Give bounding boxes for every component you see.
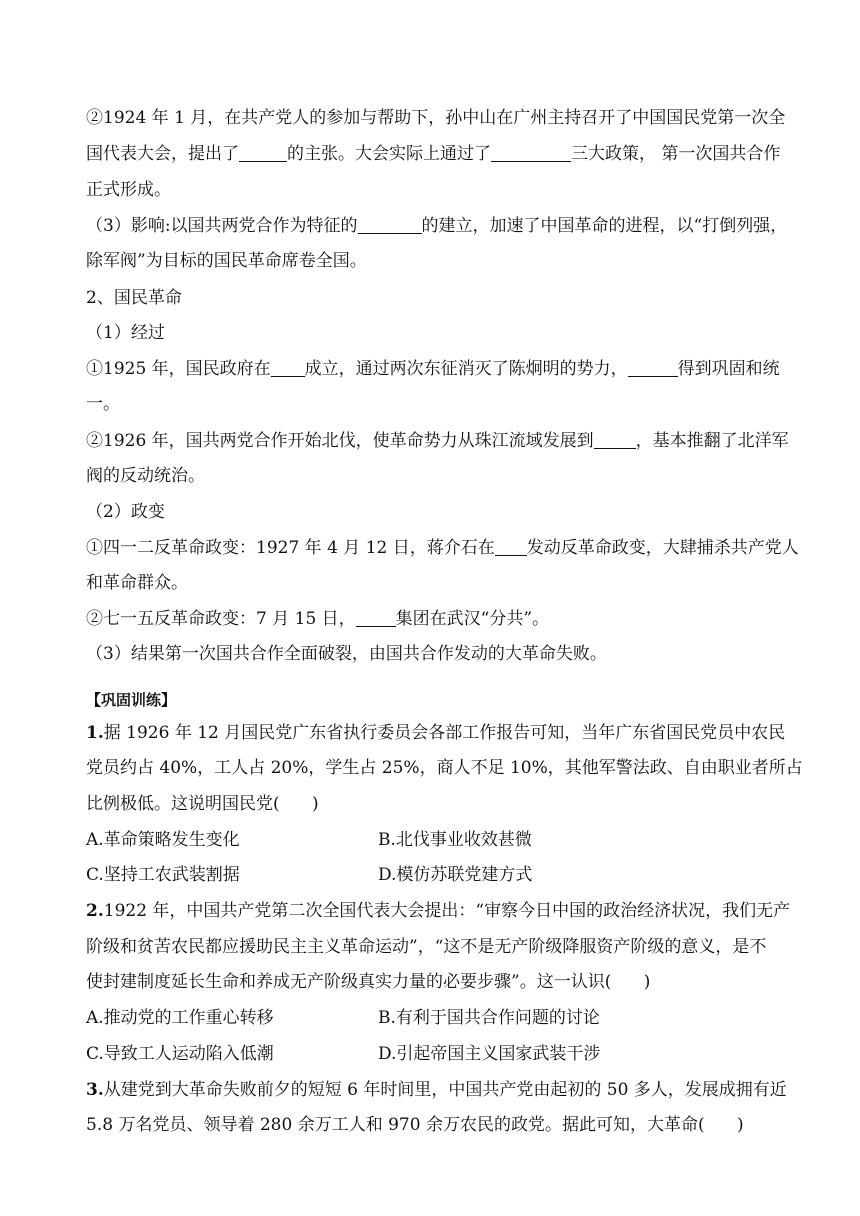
text: 和革命群众。 xyxy=(86,573,188,593)
question-1-line3 xyxy=(86,793,776,815)
text: （2）政变 xyxy=(86,502,165,522)
text: （1）经过 xyxy=(86,323,165,343)
fill-blank xyxy=(491,145,571,162)
fill-blank xyxy=(495,539,527,556)
question-number: 3. xyxy=(86,1080,104,1100)
question-2-line2 xyxy=(86,936,776,958)
question-1-line1 xyxy=(86,722,786,744)
text: 的建立，加速了中国革命的进程，以“打倒列强， xyxy=(421,216,788,236)
fill-blank xyxy=(594,432,636,449)
text: 的主张。大会实际上通过了 xyxy=(287,144,491,164)
question-2-line1 xyxy=(86,900,791,922)
para-412-line2 xyxy=(86,572,776,594)
para-412-line1 xyxy=(86,537,799,559)
text: ，基本推翻了北洋军 xyxy=(635,431,789,451)
para-congress-line1 xyxy=(86,107,786,129)
training-heading xyxy=(86,689,776,711)
para-congress-line3 xyxy=(86,179,776,201)
option-d: D.引起帝国主义国家武装干涉 xyxy=(378,1044,601,1064)
text: 三大政策， 第一次国共合作 xyxy=(571,144,781,164)
subheading-coup xyxy=(86,501,776,523)
option-a: A.推动党的工作重心转移 xyxy=(86,1008,274,1028)
para-congress-line2 xyxy=(86,143,781,165)
text: 发动反革命政变，大肆捕杀共产党人 xyxy=(526,538,799,558)
fill-blank xyxy=(628,360,678,377)
text: 成立，通过两次东征消灭了陈炯明的势力， xyxy=(304,359,628,379)
para-715 xyxy=(86,608,776,630)
text: 1922 年，中国共产党第二次全国代表大会提出：“审察今日中国的政治经济状况，我们无产 xyxy=(103,901,791,921)
text: 正式形成。 xyxy=(86,180,171,200)
text: ②1926 年，国共两党合作开始北伐，使革命势力从珠江流域发展到 xyxy=(86,431,594,451)
question-number: 2. xyxy=(86,901,104,921)
text: 【巩固训练】 xyxy=(86,691,177,709)
text: 使封建制度延长生命和养成无产阶级真实力量的必要步骤”。这一认识( ) xyxy=(86,972,651,992)
option-d: D.模仿苏联党建方式 xyxy=(378,865,533,885)
subheading-process xyxy=(86,322,776,344)
para-1926-line1 xyxy=(86,430,789,452)
option-c: C.导致工人运动陷入低潮 xyxy=(86,1044,274,1064)
question-1-options-ab xyxy=(86,829,776,851)
option-b: B.有利于国共合作问题的讨论 xyxy=(378,1008,600,1028)
text: 从建党到大革命失败前夕的短短 6 年时间里，中国共产党由起初的 50 多人，发展成拥有近 xyxy=(103,1080,787,1100)
fill-blank xyxy=(239,145,287,162)
para-influence-line1 xyxy=(86,215,788,237)
fill-blank xyxy=(271,360,305,377)
text: 一。 xyxy=(86,394,120,414)
fill-blank xyxy=(358,217,422,234)
question-1-options-cd xyxy=(86,864,776,886)
question-2-line3 xyxy=(86,971,776,993)
text: （3）结果第一次国共合作全面破裂，由国共合作发动的大革命失败。 xyxy=(86,644,607,664)
text: 阀的反动统治。 xyxy=(86,466,205,486)
option-a: A.革命策略发生变化 xyxy=(86,830,240,850)
text: 党员约占 40%，工人占 20%，学生占 25%，商人不足 10%，其他军警法政、自由职业者所占 xyxy=(86,758,803,778)
text: ②七一五反革命政变：7 月 15 日， xyxy=(86,609,356,629)
para-1925-line2 xyxy=(86,393,776,415)
text: ②1924 年 1 月，在共产党人的参加与帮助下，孙中山在广州主持召开了中国国民党第一次全 xyxy=(86,108,786,128)
para-influence-line2 xyxy=(86,250,776,272)
text: 国代表大会，提出了 xyxy=(86,144,239,164)
para-1925-line1 xyxy=(86,358,780,380)
option-b: B.北伐事业收效甚微 xyxy=(378,830,532,850)
text: 2、国民革命 xyxy=(86,288,182,308)
text: 得到巩固和统 xyxy=(677,359,780,379)
section-heading-national-revolution xyxy=(86,287,776,309)
question-number: 1. xyxy=(86,723,104,743)
question-3-line2 xyxy=(86,1114,776,1136)
text: （3）影响:以国共两党合作为特征的 xyxy=(86,216,358,236)
text: 集团在武汉“分共”。 xyxy=(395,609,550,629)
text: 比例极低。这说明国民党( ) xyxy=(86,794,319,814)
text: 5.8 万名党员、领导着 280 余万工人和 970 余万农民的政党。据此可知，大革命( ) xyxy=(86,1115,744,1135)
question-3-line1 xyxy=(86,1079,787,1101)
text: ①1925 年，国民政府在 xyxy=(86,359,271,379)
text: 阶级和贫苦农民都应援助民主主义革命运动”，“这不是无产阶级降服资产阶级的意义，是不 xyxy=(86,937,767,957)
question-2-options-cd xyxy=(86,1043,776,1065)
text: 除军阀”为目标的国民革命席卷全国。 xyxy=(86,251,367,271)
para-1926-line2 xyxy=(86,465,776,487)
question-2-options-ab xyxy=(86,1007,776,1029)
text: ①四一二反革命政变：1927 年 4 月 12 日，蒋介石在 xyxy=(86,538,495,558)
para-result xyxy=(86,643,776,665)
question-1-line2 xyxy=(86,757,803,779)
option-c: C.坚持工农武装割据 xyxy=(86,865,240,885)
text: 据 1926 年 12 月国民党广东省执行委员会各部工作报告可知，当年广东省国民党员中农民 xyxy=(103,723,786,743)
fill-blank xyxy=(356,610,396,627)
